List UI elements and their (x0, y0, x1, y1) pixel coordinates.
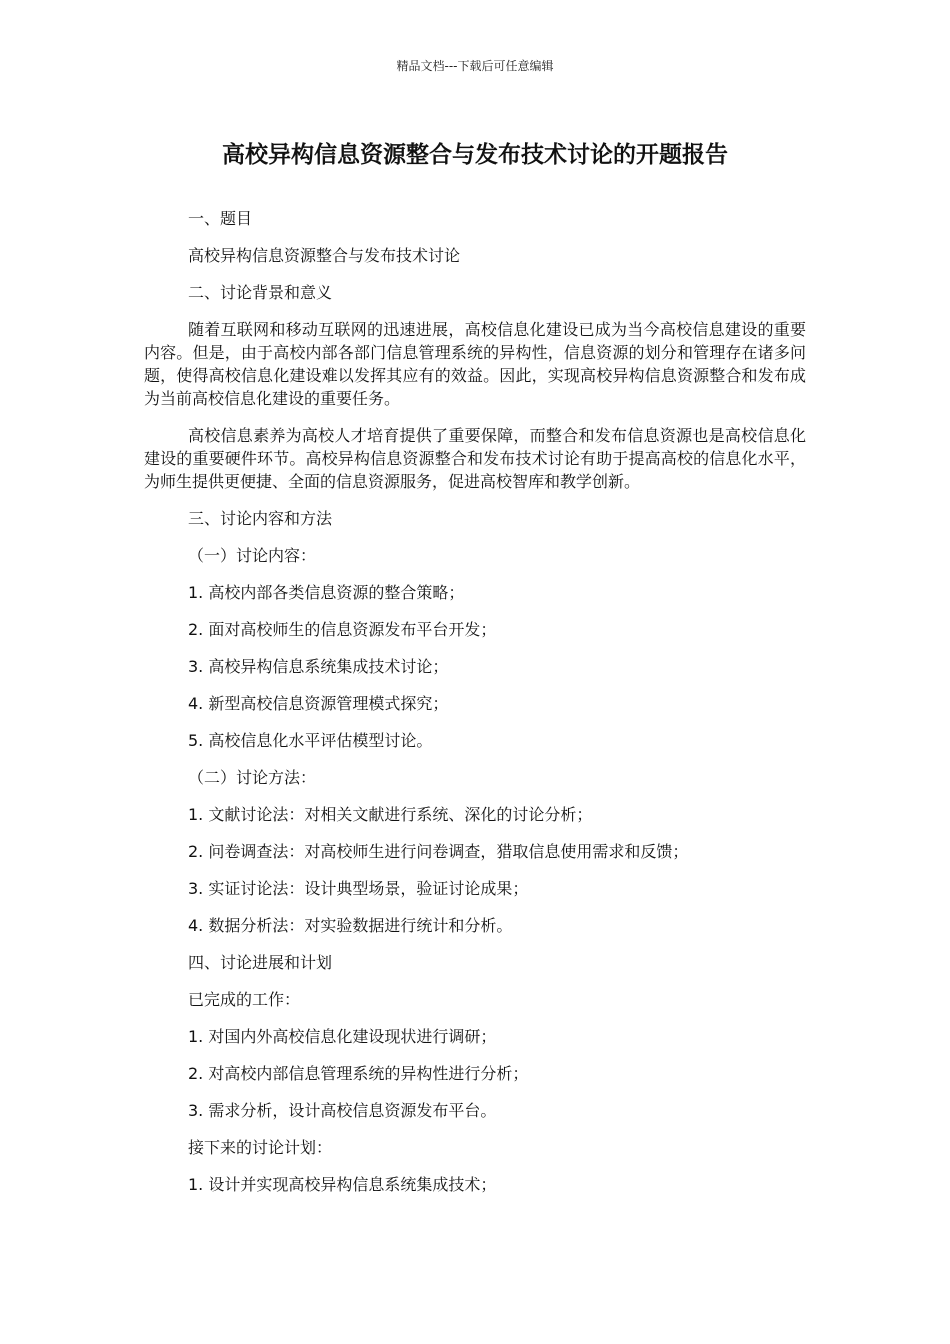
subheading-completed-work: 已完成的工作： (188, 990, 301, 1009)
section-heading-background: 二、讨论背景和意义 (188, 283, 333, 302)
subheading-research-content: （一）讨论内容： (188, 546, 317, 565)
subheading-research-methods: （二）讨论方法： (188, 768, 317, 787)
list-item: 2. 面对高校师生的信息资源发布平台开发； (188, 620, 497, 639)
list-item: 3. 高校异构信息系统集成技术讨论； (188, 657, 449, 676)
document-title: 高校异构信息资源整合与发布技术讨论的开题报告 (222, 142, 728, 168)
list-item: 2. 对高校内部信息管理系统的异构性进行分析； (188, 1064, 529, 1083)
header-note: 精品文档---下载后可任意编辑 (396, 59, 554, 73)
section-heading-content-methods: 三、讨论内容和方法 (188, 509, 333, 528)
list-item: 3. 实证讨论法：设计典型场景，验证讨论成果； (188, 879, 529, 898)
topic-text: 高校异构信息资源整合与发布技术讨论 (188, 246, 461, 265)
section-heading-topic: 一、题目 (188, 209, 253, 228)
background-paragraph-1: 随着互联网和移动互联网的迅速进展，高校信息化建设已成为当今高校信息建设的重要内容。但是，由于高校内部各部门信息管理系统的异构性，信息资源的划分和管理存在诸多问题，使得高校信息化建设难以发挥其应有的效益。因此，实现高校异构信息资源整合和发布成为当前高校信息化建设的重要任务。 (144, 320, 806, 408)
section-heading-progress-plan: 四、讨论进展和计划 (188, 953, 333, 972)
list-item: 5. 高校信息化水平评估模型讨论。 (188, 731, 433, 750)
subheading-next-plan: 接下来的讨论计划： (188, 1138, 333, 1157)
background-paragraph-2: 高校信息素养为高校人才培育提供了重要保障，而整合和发布信息资源也是高校信息化建设的重要硬件环节。高校异构信息资源整合和发布技术讨论有助于提高高校的信息化水平，为师生提供更便捷、全面的信息资源服务，促进高校智库和教学创新。 (144, 426, 806, 491)
list-item: 4. 新型高校信息资源管理模式探究； (188, 694, 449, 713)
list-item: 4. 数据分析法：对实验数据进行统计和分析。 (188, 916, 513, 935)
list-item: 3. 需求分析，设计高校信息资源发布平台。 (188, 1101, 497, 1120)
list-item: 2. 问卷调查法：对高校师生进行问卷调查，猎取信息使用需求和反馈； (188, 842, 689, 861)
list-item: 1. 高校内部各类信息资源的整合策略； (188, 583, 465, 602)
list-item: 1. 设计并实现高校异构信息系统集成技术； (188, 1175, 497, 1194)
list-item: 1. 文献讨论法：对相关文献进行系统、深化的讨论分析； (188, 805, 593, 824)
list-item: 1. 对国内外高校信息化建设现状进行调研； (188, 1027, 497, 1046)
document-body (144, 207, 806, 1210)
